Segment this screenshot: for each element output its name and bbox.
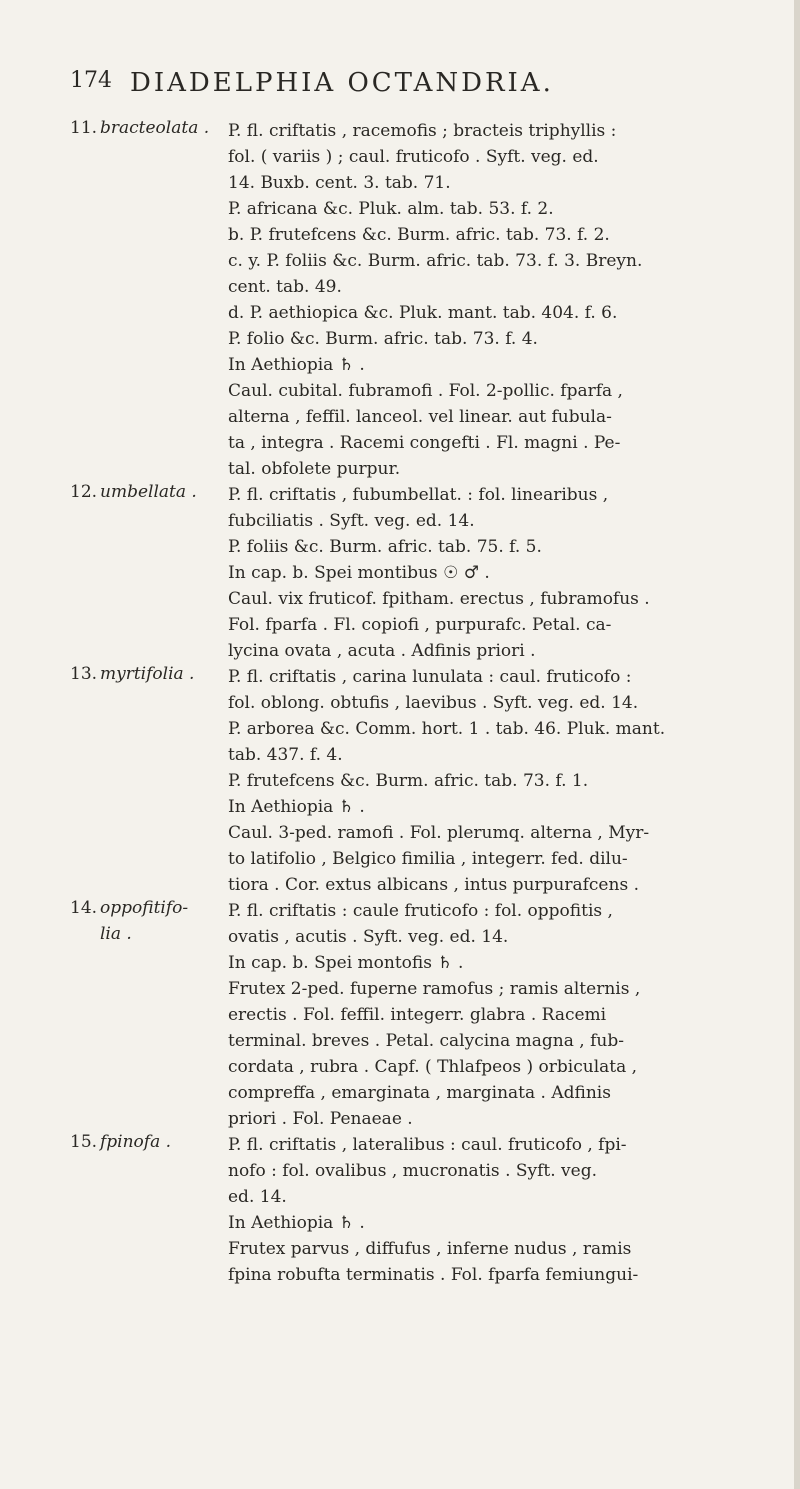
entry-line: P. fl. criftatis : caule fruticofo : fol. oppofitis , bbox=[228, 901, 613, 921]
entry-line: P. frutefcens &c. Burm. afric. tab. 73. f. 1. bbox=[228, 771, 589, 791]
entry-line: Caul. 3-ped. ramofi . Fol. plerumq. alterna , Myr- bbox=[228, 823, 650, 843]
page-header bbox=[70, 68, 730, 108]
entry-name: umbellata . bbox=[100, 482, 197, 502]
entry-line: tal. obfolete purpur. bbox=[228, 459, 401, 479]
entry-line: lycina ovata , acuta . Adfinis priori . bbox=[228, 641, 536, 661]
entry-number: 13. bbox=[70, 664, 98, 684]
entry-line: priori . Fol. Penaeae . bbox=[228, 1109, 413, 1129]
entry-line: fubciliatis . Syft. veg. ed. 14. bbox=[228, 511, 475, 531]
entry-number: 14. bbox=[70, 898, 98, 918]
entry-line: In Aethiopia ♄ . bbox=[228, 1213, 365, 1233]
entry-number: 12. bbox=[70, 482, 98, 502]
entry-line: b. P. frutefcens &c. Burm. afric. tab. 73. f. 2. bbox=[228, 225, 610, 245]
entry-line: Caul. cubital. fubramofi . Fol. 2-pollic. fparfa , bbox=[228, 381, 623, 401]
entry-line: cent. tab. 49. bbox=[228, 277, 342, 297]
entry-line: ed. 14. bbox=[228, 1187, 287, 1207]
entry-name: myrtifolia . bbox=[100, 664, 195, 684]
entry-line: P. foliis &c. Burm. afric. tab. 75. f. 5. bbox=[228, 537, 542, 557]
entry-line: c. y. P. foliis &c. Burm. afric. tab. 73. f. 3. Breyn. bbox=[228, 251, 643, 271]
entry-line: tiora . Cor. extus albicans , intus purpurafcens . bbox=[228, 875, 639, 895]
entry-line: Fol. fparfa . Fl. copiofi , purpurafc. Petal. ca- bbox=[228, 615, 612, 635]
entry-line: Frutex 2-ped. fuperne ramofus ; ramis alternis , bbox=[228, 979, 641, 999]
entry-line: P. fl. criftatis , lateralibus : caul. fruticofo , fpi- bbox=[228, 1135, 627, 1155]
page-edge bbox=[794, 0, 800, 1489]
entry-line: P. fl. criftatis , fubumbellat. : fol. linearibus , bbox=[228, 485, 609, 505]
page-number: 174 bbox=[70, 68, 112, 93]
entry-line: d. P. aethiopica &c. Pluk. mant. tab. 404. f. 6. bbox=[228, 303, 618, 323]
entry-name-continued: lia . bbox=[100, 924, 132, 944]
entry-line: compreffa , emarginata , marginata . Adfinis bbox=[228, 1083, 611, 1103]
entry-line: to latifolio , Belgico fimilia , integerr. fed. dilu- bbox=[228, 849, 628, 869]
entry-line: In cap. b. Spei montibus ☉ ♂ . bbox=[228, 563, 490, 583]
entry-name: oppofitifo- bbox=[100, 898, 189, 918]
entry-line: P. arborea &c. Comm. hort. 1 . tab. 46. Pluk. mant. bbox=[228, 719, 666, 739]
entry-line: ovatis , acutis . Syft. veg. ed. 14. bbox=[228, 927, 509, 947]
entry-line: terminal. breves . Petal. calycina magna , fub- bbox=[228, 1031, 624, 1051]
entry-line: In Aethiopia ♄ . bbox=[228, 355, 365, 375]
entry-line: In Aethiopia ♄ . bbox=[228, 797, 365, 817]
entry-line: P. folio &c. Burm. afric. tab. 73. f. 4. bbox=[228, 329, 538, 349]
entry-number: 15. bbox=[70, 1132, 98, 1152]
entry-line: P. fl. criftatis , carina lunulata : caul. fruticofo : bbox=[228, 667, 632, 687]
entry-name: bracteolata . bbox=[100, 118, 210, 138]
entry-line: tab. 437. f. 4. bbox=[228, 745, 343, 765]
entry-line: P. africana &c. Pluk. alm. tab. 53. f. 2. bbox=[228, 199, 554, 219]
entry-line: P. fl. criftatis , racemofis ; bracteis triphyllis : bbox=[228, 121, 617, 141]
running-head: DIADELPHIA OCTANDRIA. bbox=[130, 68, 554, 98]
entry-line: cordata , rubra . Capf. ( Thlafpeos ) orbiculata , bbox=[228, 1057, 638, 1077]
entry-line: Frutex parvus , diffufus , inferne nudus , ramis bbox=[228, 1239, 632, 1259]
entry-line: fol. oblong. obtufis , laevibus . Syft. veg. ed. 14. bbox=[228, 693, 639, 713]
entry-line: fol. ( variis ) ; caul. fruticofo . Syft. veg. ed. bbox=[228, 147, 599, 167]
entry-line: In cap. b. Spei montofis ♄ . bbox=[228, 953, 464, 973]
entry-line: 14. Buxb. cent. 3. tab. 71. bbox=[228, 173, 451, 193]
entry-line: fpina robufta terminatis . Fol. fparfa femiungui- bbox=[228, 1265, 639, 1285]
entry-name: fpinofa . bbox=[100, 1132, 172, 1152]
entry-line: erectis . Fol. feffil. integerr. glabra . Racemi bbox=[228, 1005, 607, 1025]
entry-line: alterna , feffil. lanceol. vel linear. aut fubula- bbox=[228, 407, 612, 427]
entry-line: Caul. vix fruticof. fpitham. erectus , fubramofus . bbox=[228, 589, 650, 609]
entry-line: nofo : fol. ovalibus , mucronatis . Syft. veg. bbox=[228, 1161, 598, 1181]
entry-line: ta , integra . Racemi congefti . Fl. magni . Pe- bbox=[228, 433, 621, 453]
entry-number: 11. bbox=[70, 118, 98, 138]
